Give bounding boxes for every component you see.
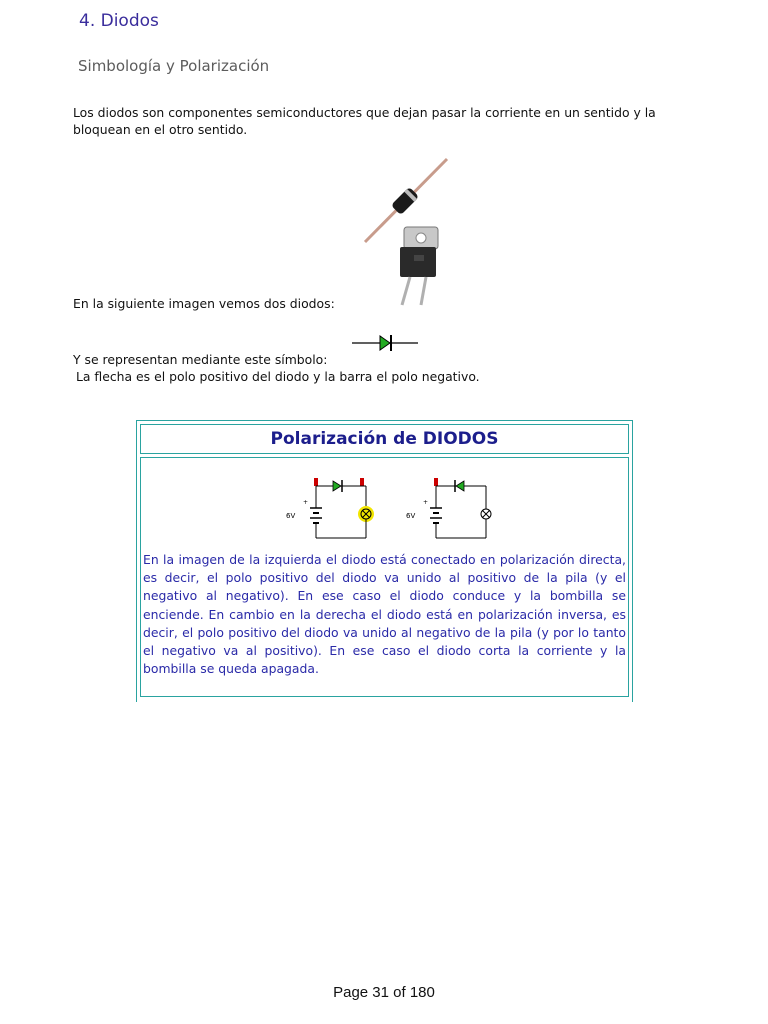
diode-symbol-icon [350, 330, 420, 356]
svg-text:+: + [423, 499, 429, 506]
forward-bias-circuit [286, 478, 374, 538]
battery-label-left: 6V [286, 512, 296, 520]
polarization-box-title-text: Polarización de DIODOS [270, 429, 499, 449]
symbol-paragraph: Y se representan mediante este símbolo: [73, 352, 328, 367]
images-paragraph: En la siguiente imagen vemos dos diodos: [73, 296, 335, 311]
polarization-box [136, 420, 633, 702]
battery-label-right: 6V [406, 512, 416, 520]
section-subheading: Simbología y Polarización [78, 57, 270, 75]
reverse-bias-circuit [406, 478, 491, 538]
section-heading: 4. Diodos [79, 11, 159, 31]
svg-text:+: + [303, 499, 309, 506]
arrow-paragraph: La flecha es el polo positivo del diodo y la barra el polo negativo. [76, 369, 480, 384]
polarization-explanation: En la imagen de la izquierda el diodo está conectado en polarización directa, es decir, el polo positivo del diodo va unido al positivo de la pila (y el negativo al negativo). En ese caso el diodo conduce y la bombilla se enciende. En cambio en la derecha el diodo está en polarización inversa, es decir, el polo positivo del diodo va unido al negativo de la pila (y por lo tanto el negativo va al positivo). En ese caso el diodo corta la corriente y la bombilla se queda apagada. [143, 552, 626, 677]
diodes-photo [355, 155, 455, 315]
page-number: Page 31 of 180 [333, 984, 435, 1001]
intro-paragraph: Los diodos son componentes semiconductores que dejan pasar la corriente en un sentido y la bloquean en el otro sentido. [73, 105, 656, 137]
polarization-box-body [140, 457, 629, 697]
polarization-box-title [140, 424, 629, 454]
circuit-diagrams [281, 466, 501, 546]
